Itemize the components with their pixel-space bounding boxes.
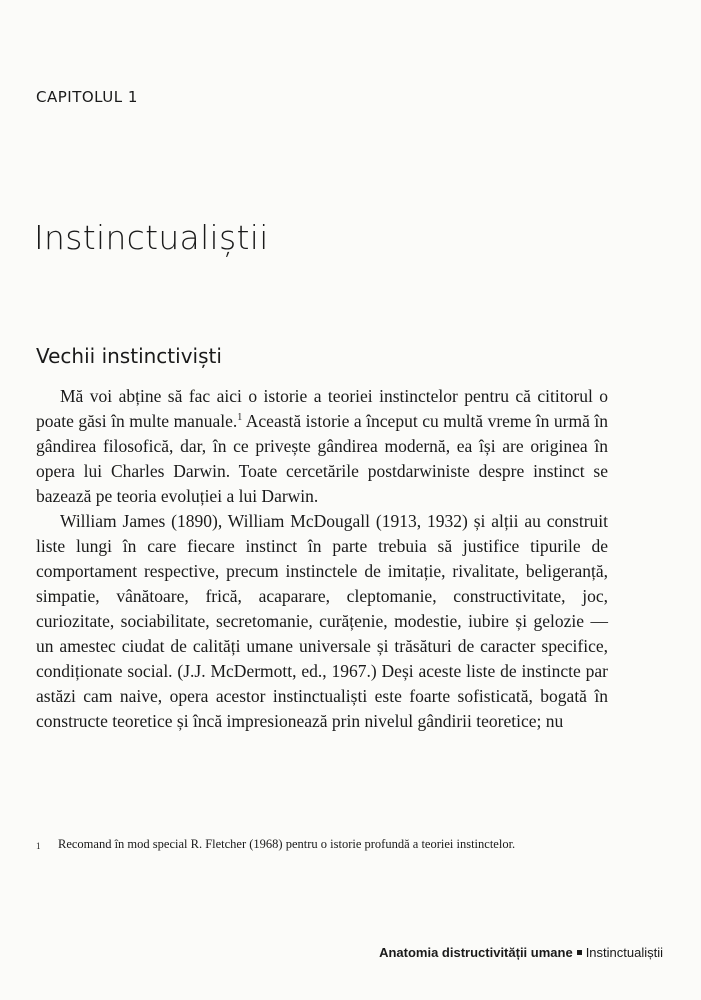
footer-chapter-title: Instinctualiștii: [585, 945, 663, 960]
paragraph-1: [36, 384, 608, 509]
paragraph-1-text-b: Această istorie a început cu multă vreme în urmă în gândirea filosofică, dar, în ce privește gândirea modernă, ea își are originea în opera lui Charles Darwin. Toate cercetările postdarwiniste despre instinct se bazează pe teoria evoluției a lui Darwin.: [36, 411, 608, 506]
footnote-text: Recomand în mod special R. Fletcher (1968) pentru o istorie profundă a teoriei instinctelor.: [58, 837, 516, 851]
paragraph-2: William James (1890), William McDougall (1913, 1932) și alții au construit liste lungi în care fiecare instinct în parte trebuia să justifice tipurile de comportament respective, precum instinctele de imitație, rivalitate, beligeranță, simpatie, vânătoare, frică, acaparare, cleptomanie, constructivitate, joc, curiozitate, sociabilitate, secretomanie, curățenie, modestie, iubire și gelozie — un amestec ciudat de calități umane universale și trăsături de caracter specifice, condiționate social. (J.J. McDermott, ed., 1967.) Deși aceste liste de instincte par astăzi cam naive, opera acestor instinctualiști este foarte sofisticată, bogată în constructe teoretice și încă impresionează prin nivelul gândirii teoretice; nu: [36, 511, 608, 731]
chapter-title: Instinctualiștii: [34, 218, 269, 257]
footnote: [36, 836, 608, 855]
footnote-reference: 1: [237, 412, 243, 424]
chapter-label: CAPITOLUL 1: [36, 88, 138, 106]
running-footer: [379, 945, 663, 960]
footer-book-title: Anatomia distructivității umane: [379, 945, 573, 960]
paragraph-1-text-a: Mă voi abține să fac aici o istorie a teoriei instinctelor pentru că cititorul o poate găsi în multe manuale.: [36, 386, 608, 431]
section-heading: Vechii instinctiviști: [36, 344, 222, 368]
footer-separator-icon: [577, 950, 582, 955]
footnote-mark: 1: [36, 841, 41, 851]
body-text: [36, 384, 608, 734]
